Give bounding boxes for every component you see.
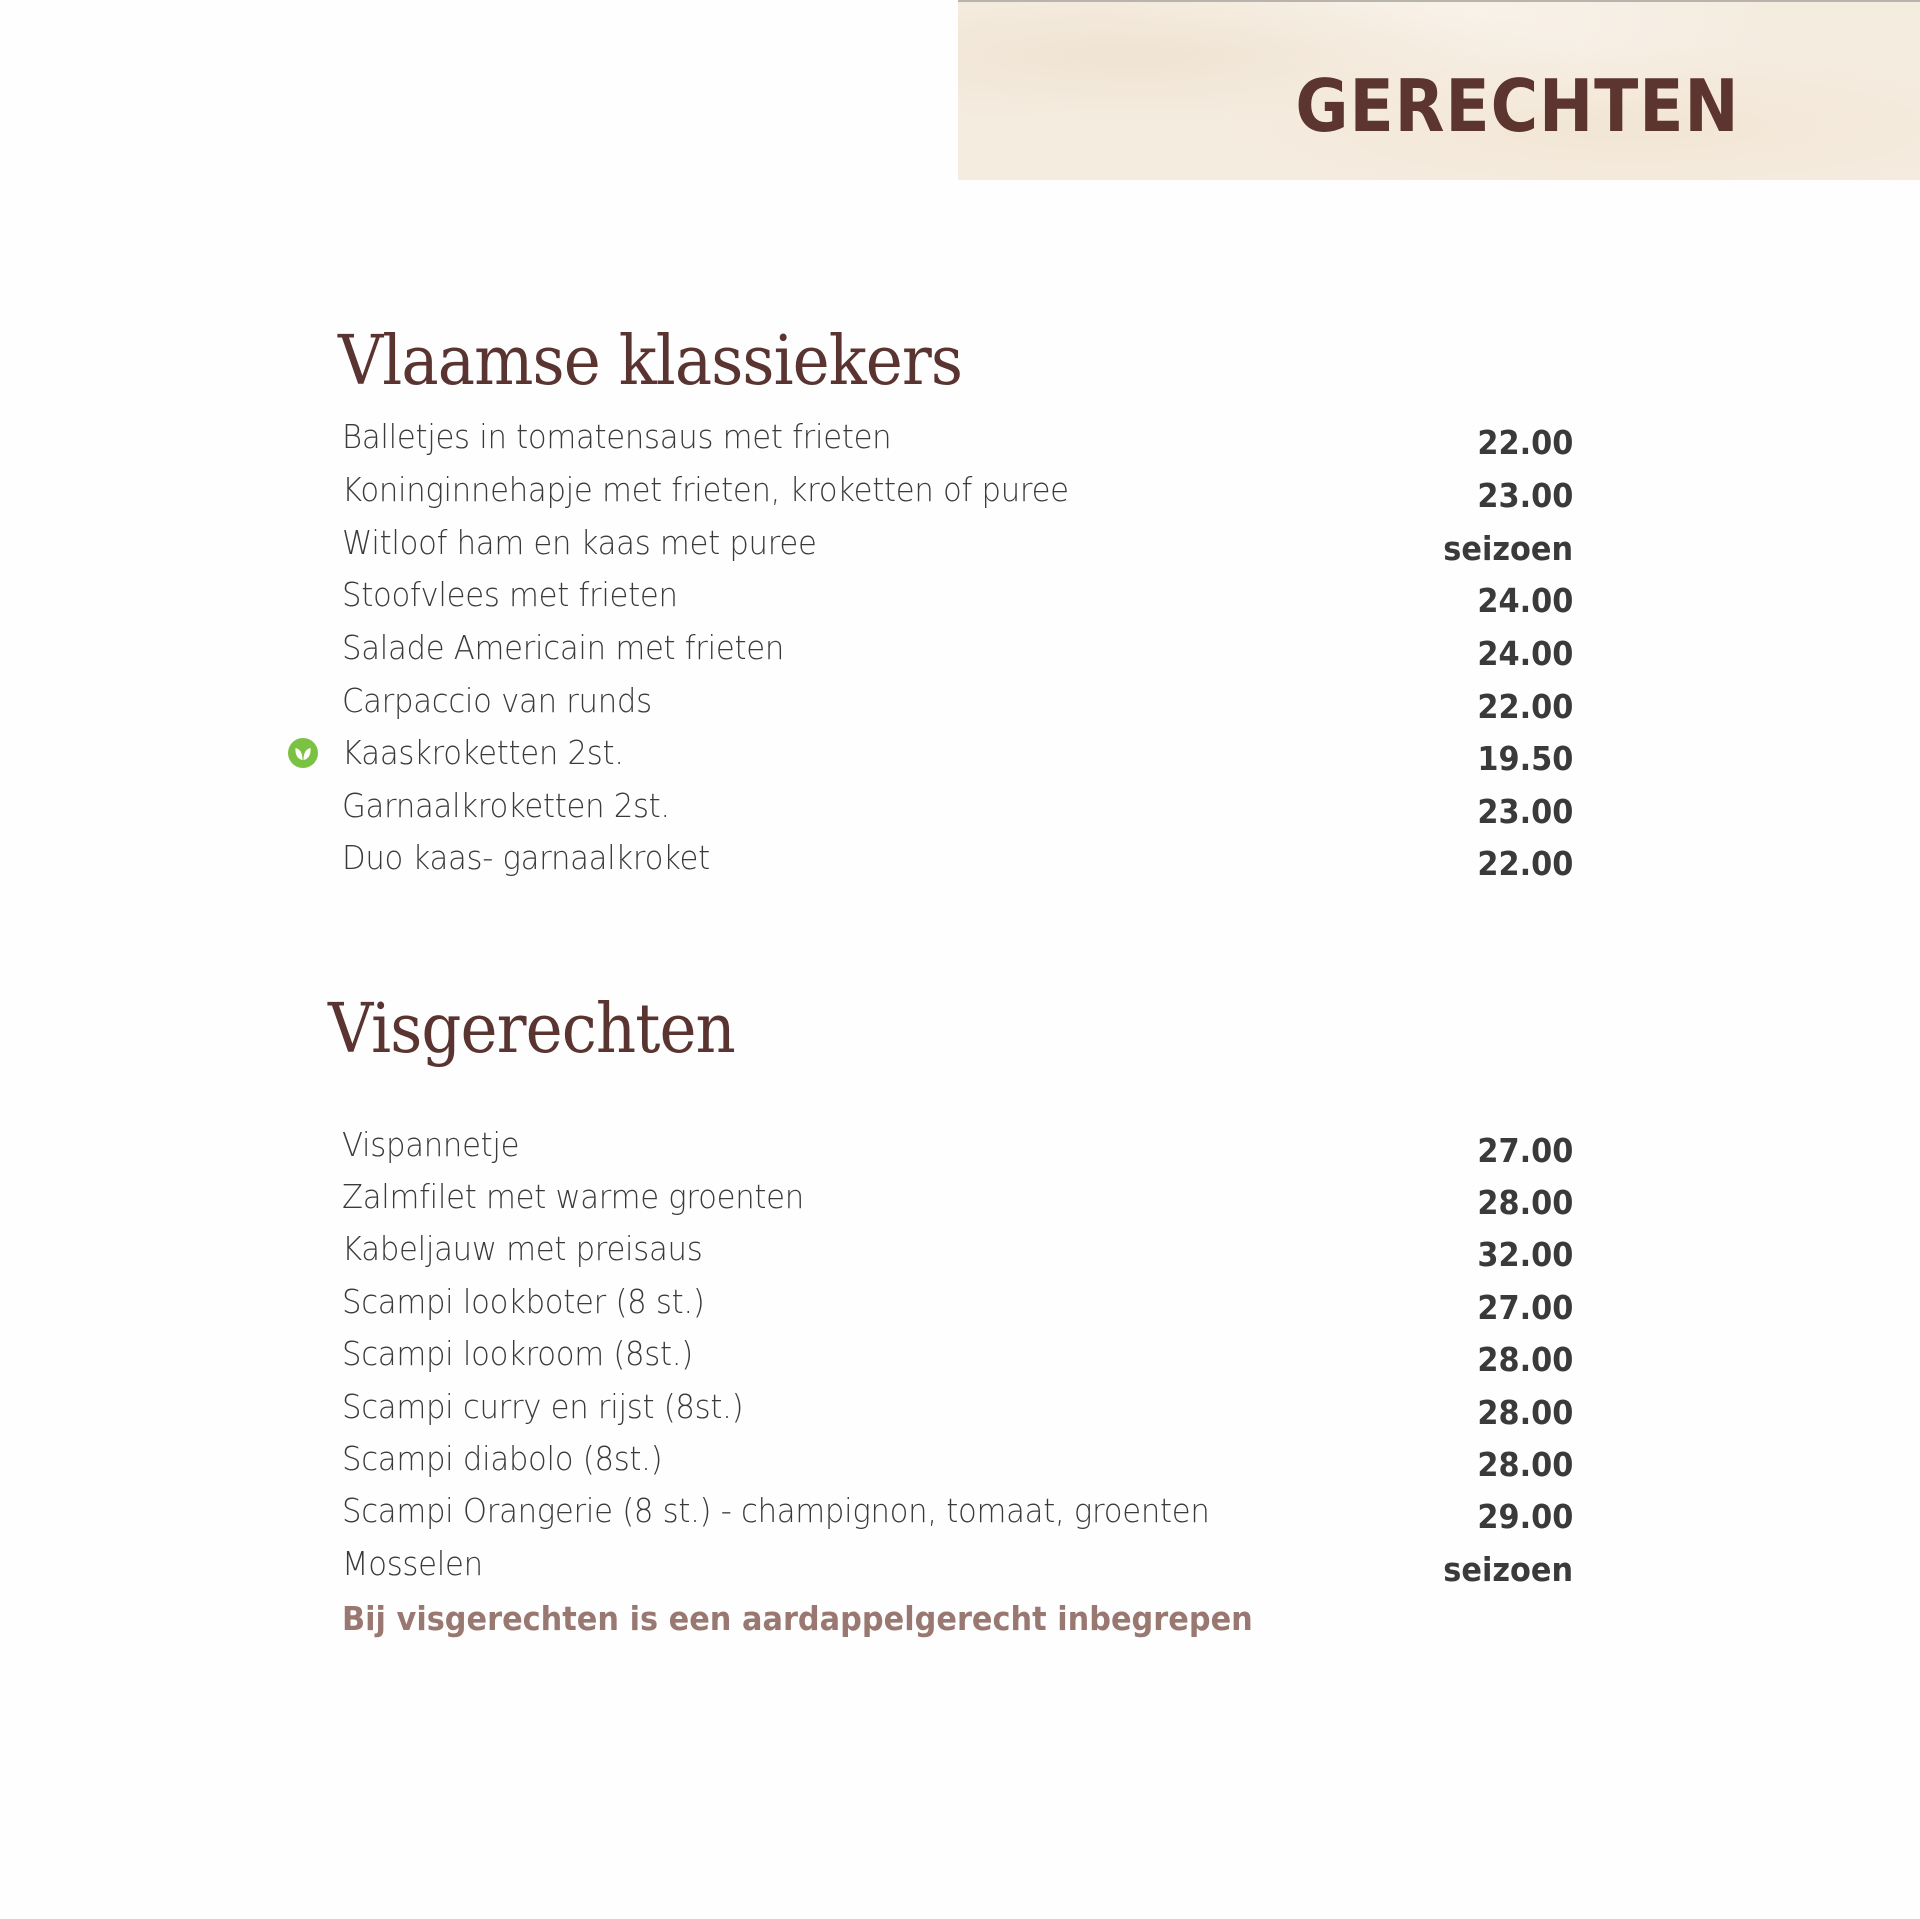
menu-item [0,1387,1920,1443]
menu-item [0,523,1920,579]
menu-item-price: 27.00 [1476,1288,1573,1327]
menu-item-price: 22.00 [1476,423,1573,462]
menu-item-name: Kaaskroketten 2st. [342,733,624,772]
menu-item-price: seizoen [1443,1550,1573,1589]
menu-item-price: 19.50 [1476,739,1573,778]
menu-item-price: 28.00 [1476,1340,1573,1379]
menu-item [0,470,1920,526]
menu-item-price: 22.00 [1476,687,1573,726]
menu-item-name: Scampi diabolo (8st.) [342,1439,663,1478]
menu-item-price: 28.00 [1476,1445,1573,1484]
menu-item-name: Stoofvlees met frieten [342,575,678,614]
menu-item-price: 23.00 [1476,792,1573,831]
menu-item-name: Salade Americain met frieten [342,628,785,667]
menu-item [0,1282,1920,1338]
menu-item [0,786,1920,842]
menu-item [0,1125,1920,1181]
menu-item [0,1334,1920,1390]
menu-item-name: Scampi lookroom (8st.) [342,1334,693,1373]
menu-item-name: Scampi curry en rijst (8st.) [342,1387,744,1426]
page-title: GERECHTEN [1295,64,1740,148]
menu-item-price: 28.00 [1476,1393,1573,1432]
menu-item-name: Kabeljauw met preisaus [342,1229,703,1268]
section-title-vlaamse-klassiekers: Vlaamse klassiekers [338,322,963,401]
menu-item-name: Vispannetje [342,1125,520,1164]
menu-item-name: Mosselen [342,1544,483,1583]
menu-item [0,1491,1920,1547]
menu-item-price: 23.00 [1476,476,1573,515]
menu-item-name: Balletjes in tomatensaus met frieten [342,417,892,456]
menu-item [0,1177,1920,1233]
menu-item [0,681,1920,737]
menu-item-price: seizoen [1443,529,1573,568]
menu-item [0,1229,1920,1285]
menu-item-name: Zalmfilet met warme groenten [342,1177,804,1216]
menu-item-name: Garnaalkroketten 2st. [342,786,670,825]
menu-item-name: Carpaccio van runds [342,681,652,720]
menu-item [0,1544,1920,1600]
menu-item [0,733,1920,789]
menu-item-name: Witloof ham en kaas met puree [342,523,817,562]
menu-item [0,628,1920,684]
vegetarian-leaf-icon [288,738,318,768]
menu-item-name: Scampi lookboter (8 st.) [342,1282,705,1321]
menu-item-price: 29.00 [1476,1497,1573,1536]
header-banner [958,0,1920,180]
menu-item-price: 22.00 [1476,844,1573,883]
menu-item [0,417,1920,473]
visgerechten-note: Bij visgerechten is een aardappelgerecht inbegrepen [342,1599,1253,1638]
menu-item [0,1439,1920,1495]
menu-item-name: Scampi Orangerie (8 st.) - champignon, tomaat, groenten [342,1491,1210,1530]
menu-item [0,575,1920,631]
menu-item-price: 28.00 [1476,1183,1573,1222]
menu-item-price: 32.00 [1476,1235,1573,1274]
section-title-visgerechten: Visgerechten [328,990,735,1069]
menu-item [0,838,1920,894]
menu-item-price: 27.00 [1476,1131,1573,1170]
menu-item-name: Duo kaas- garnaalkroket [342,838,710,877]
menu-item-price: 24.00 [1476,634,1573,673]
menu-item-name: Koninginnehapje met frieten, kroketten of puree [342,470,1069,509]
menu-item-price: 24.00 [1476,581,1573,620]
